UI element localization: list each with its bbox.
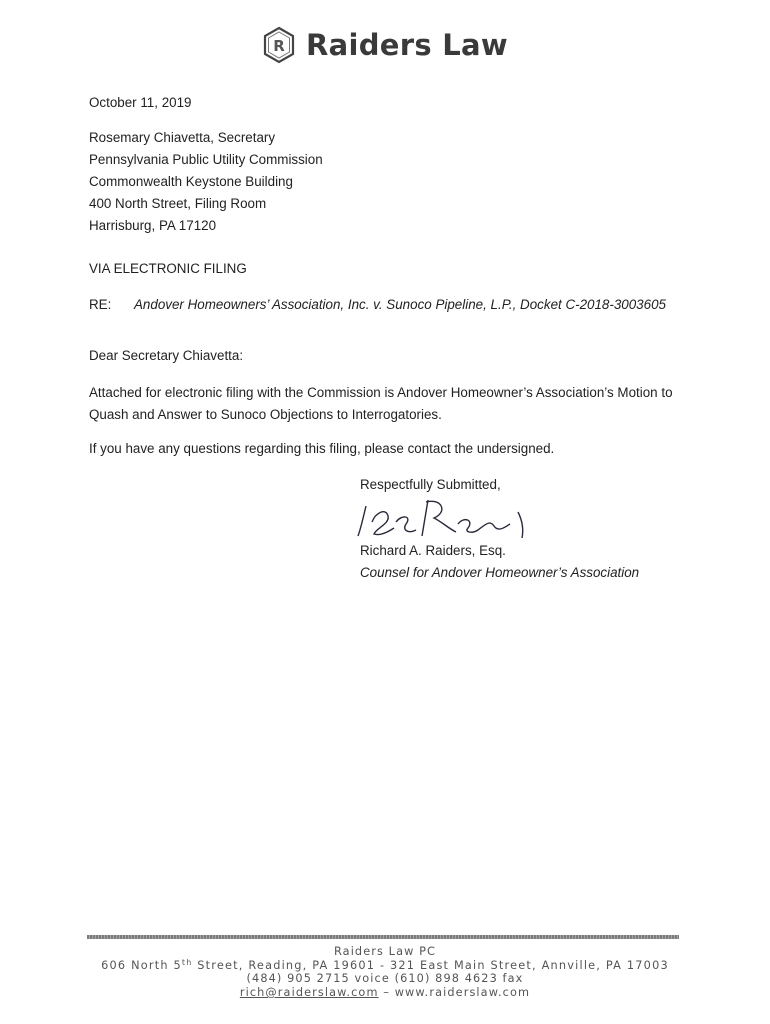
footer-separator: – (378, 986, 395, 999)
footer-address-rest: Street, Reading, PA 19601 - 321 East Main Street, Annville, PA 17003 (192, 959, 669, 972)
sign-off: Respectfully Submitted, (360, 477, 501, 492)
signer-name: Richard A. Raiders, Esq. (360, 543, 506, 558)
footer-divider (87, 935, 679, 939)
re-label: RE: (89, 297, 112, 312)
footer-firm-name: Raiders Law PC (333, 945, 437, 958)
addressee-line: Rosemary Chiavetta, Secretary (89, 130, 276, 145)
addressee-line: Pennsylvania Public Utility Commission (89, 152, 323, 167)
raiders-law-logo-icon (262, 26, 296, 64)
signer-title: Counsel for Andover Homeowner’s Association (360, 565, 640, 580)
re-line (89, 294, 666, 316)
footer-address-ordinal: th (181, 958, 193, 967)
footer-website: www.raiderslaw.com (394, 986, 531, 999)
footer-email-link[interactable]: rich@raiderslaw.com (239, 986, 379, 999)
handwritten-signature-icon (352, 494, 552, 542)
footer-phone: (484) 905 2715 voice (610) 898 4623 fax (246, 972, 524, 985)
svg-text:R: R (273, 37, 285, 55)
letterhead (0, 26, 770, 64)
firm-name: Raiders Law (305, 28, 509, 62)
letter-date: October 11, 2019 (89, 95, 192, 110)
re-subject: Andover Homeowners’ Association, Inc. v. Sunoco Pipeline, L.P., Docket C-2018-3003605 (134, 297, 666, 312)
footer-contact (0, 986, 770, 1000)
footer-address (0, 959, 770, 973)
addressee-block (89, 127, 323, 237)
body-paragraph: Attached for electronic filing with the Commission is Andover Homeowner’s Association’s Motion to Quash and Answer to Sunoco Objections to Interrogatories. (89, 385, 673, 422)
addressee-line: Harrisburg, PA 17120 (89, 218, 217, 233)
body-paragraph: If you have any questions regarding this filing, please contact the undersigned. (89, 441, 555, 456)
addressee-line: Commonwealth Keystone Building (89, 174, 293, 189)
salutation: Dear Secretary Chiavetta: (89, 348, 244, 363)
delivery-method: VIA ELECTRONIC FILING (89, 261, 247, 276)
footer-address-start: 606 North 5 (101, 959, 182, 972)
addressee-line: 400 North Street, Filing Room (89, 196, 267, 211)
